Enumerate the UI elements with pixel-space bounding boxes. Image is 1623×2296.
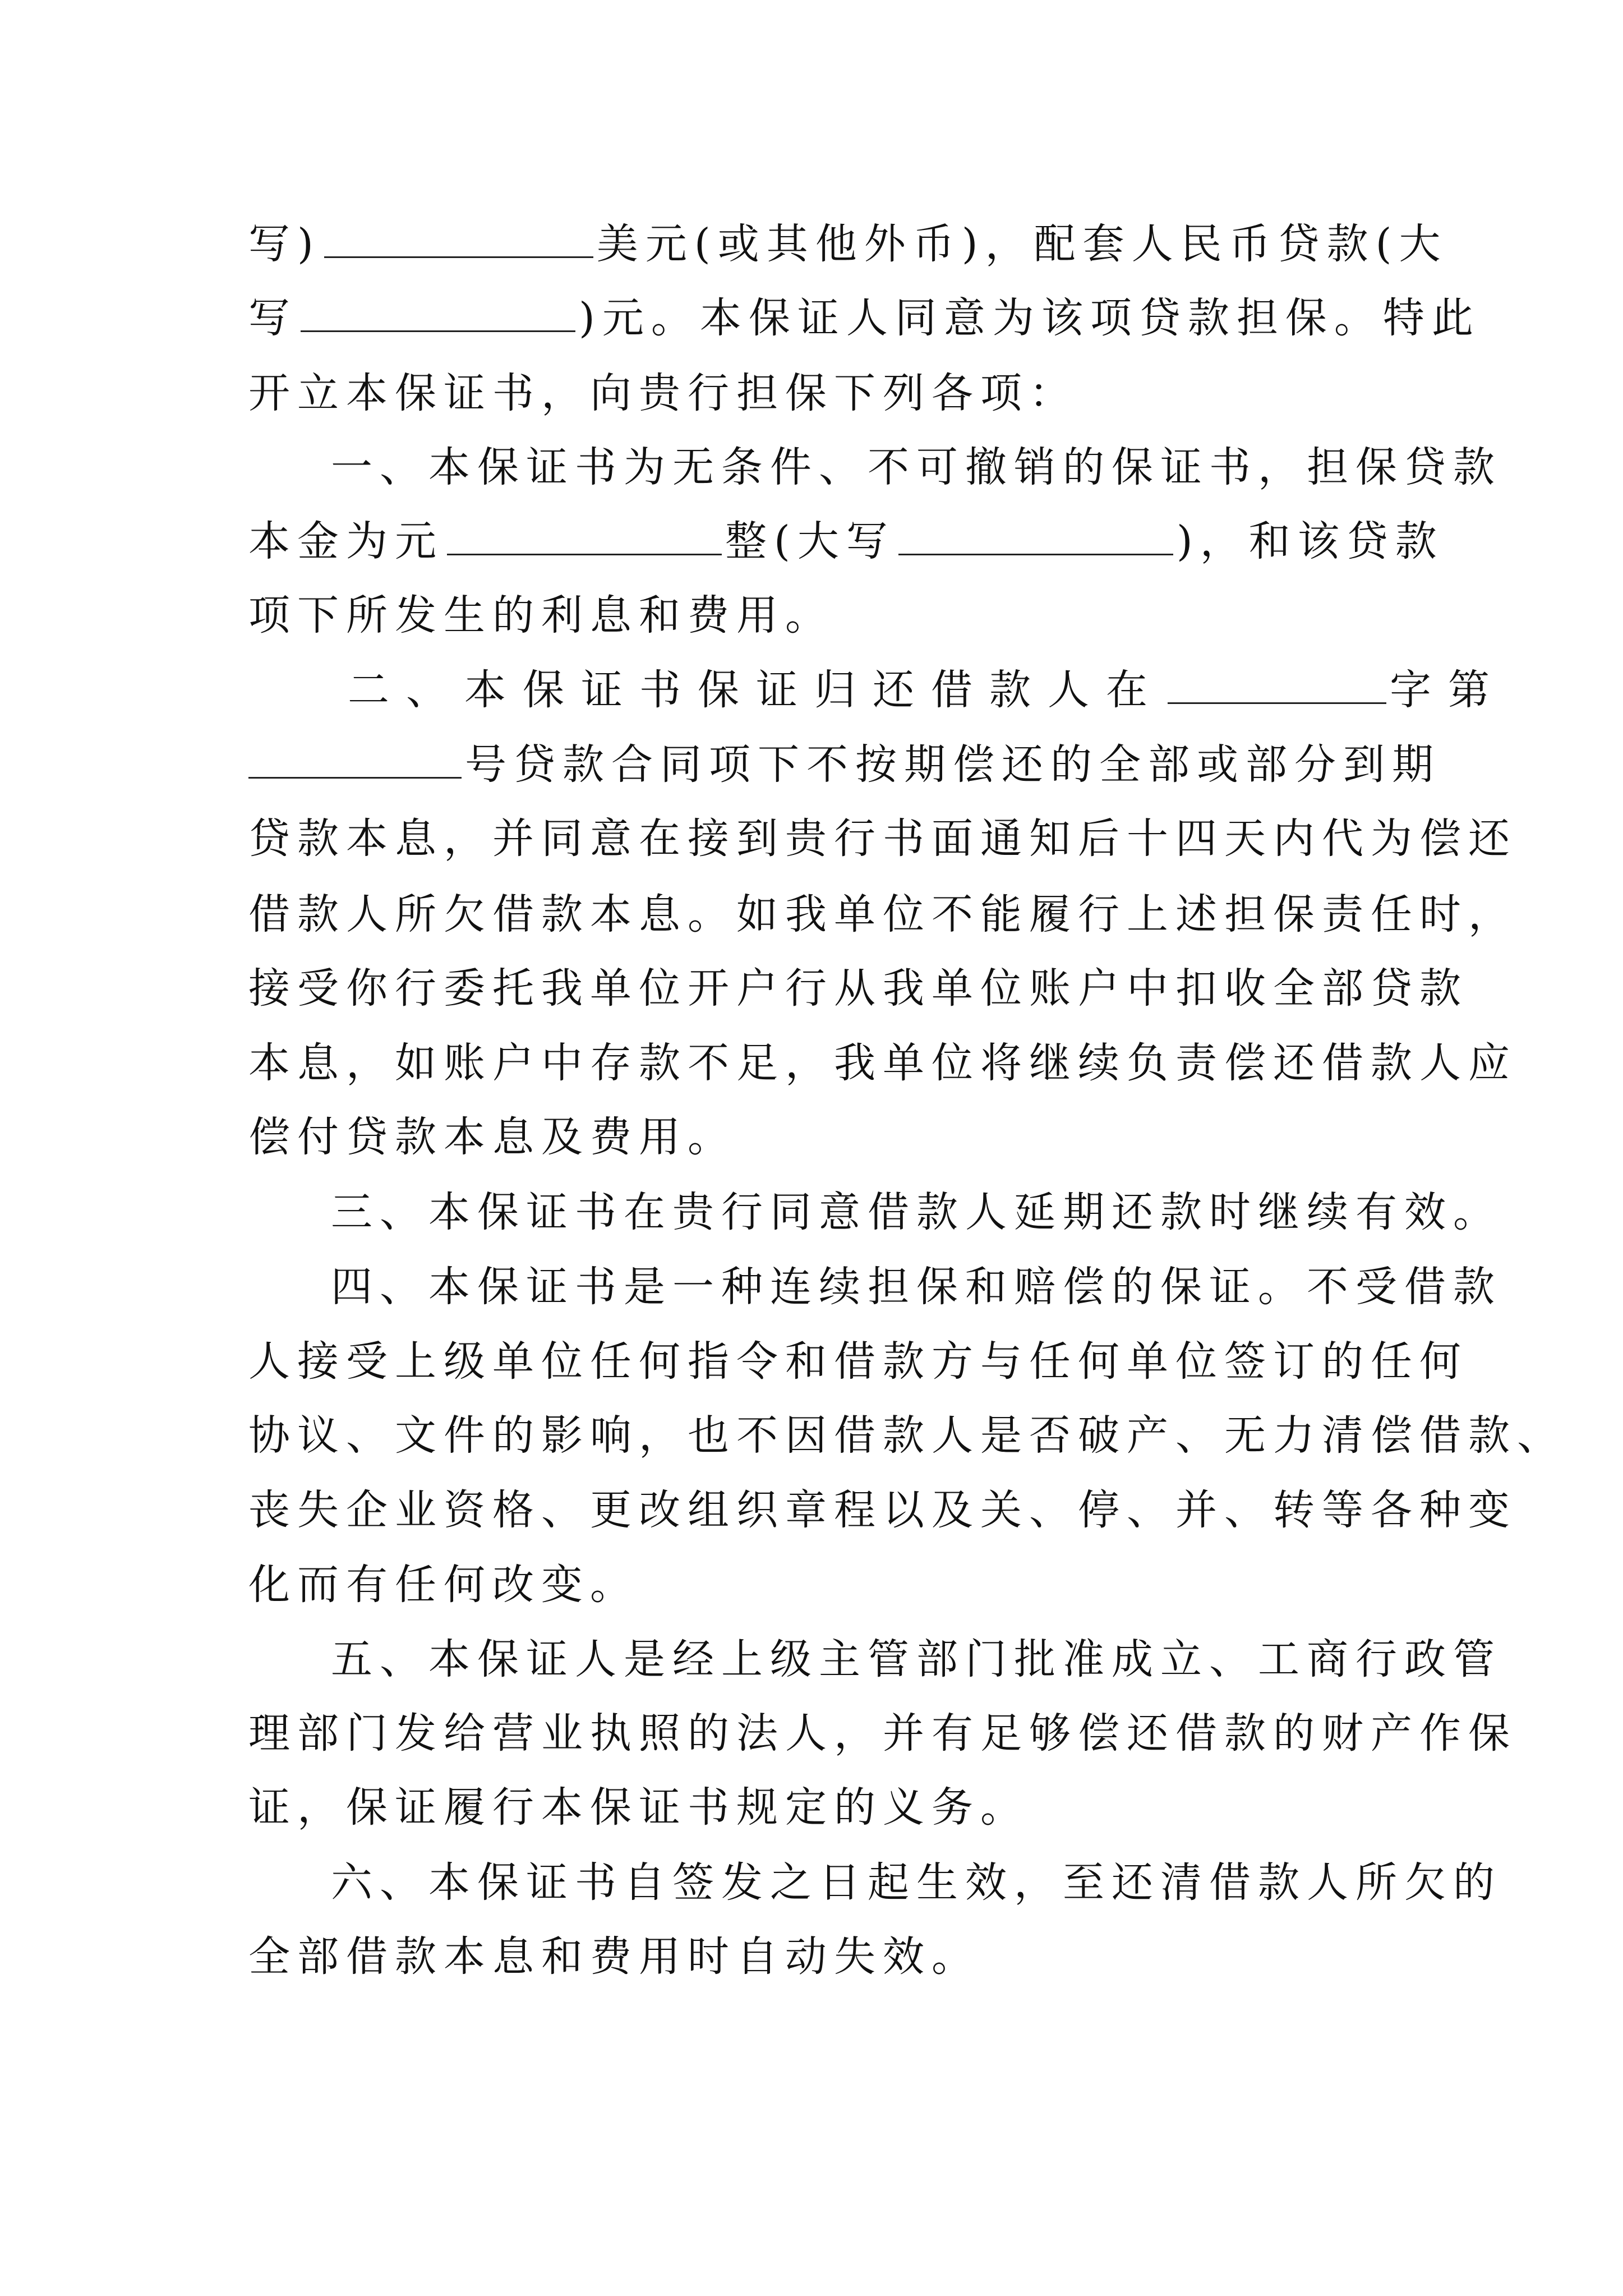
line-segment: 二、本保证书保证归还借款人在 (348, 666, 1164, 714)
text-line: 丧失企业资格、更改组织章程以及关、停、并、转等各种变 (248, 1486, 1517, 1534)
text-line: 证，保证履行本保证书规定的义务。 (248, 1783, 1029, 1832)
paragraph-5-start: 五、本保证人是经上级主管部门批准成立、工商行政管 (331, 1635, 1502, 1683)
text-line: 贷款本息，并同意在接到贵行书面通知后十四天内代为偿还 (248, 815, 1517, 863)
fill-in-blank[interactable] (447, 522, 722, 555)
line-segment: 美元(或其他外币)，配套人民币贷款(大 (596, 220, 1448, 268)
line-segment: 写 (248, 294, 297, 342)
paragraph-6-start: 六、本保证书自签发之日起生效，至还清借款人所欠的 (331, 1858, 1502, 1907)
text-line: 借款人所欠借款本息。如我单位不能履行上述担保责任时， (248, 890, 1517, 938)
line-segment: 本金为元 (248, 517, 444, 565)
text-line: 化而有任何改变。 (248, 1561, 639, 1609)
line-segment: )元。本保证人同意为该项贷款担保。特此 (579, 294, 1481, 342)
text-line (248, 290, 1481, 346)
paragraph-2-start (348, 662, 1506, 718)
line-segment: )，和该贷款 (1176, 517, 1444, 565)
fill-in-blank[interactable] (898, 522, 1173, 555)
text-line (248, 216, 1447, 272)
text-line: 接受你行委托我单位开户行从我单位账户中扣收全部贷款 (248, 964, 1468, 1013)
fill-in-blank[interactable] (301, 299, 575, 332)
text-line: 项下所发生的利息和费用。 (248, 591, 834, 639)
fill-in-blank[interactable] (324, 225, 593, 258)
line-segment: 字第 (1390, 666, 1506, 714)
line-segment: 写) (248, 220, 321, 268)
text-line: 偿付贷款本息及费用。 (248, 1113, 736, 1161)
fill-in-blank[interactable] (1168, 671, 1386, 704)
paragraph-4-start: 四、本保证书是一种连续担保和赔偿的保证。不受借款 (331, 1263, 1502, 1311)
paragraph-3-start: 三、本保证书在贵行同意借款人延期还款时继续有效。 (331, 1188, 1502, 1236)
line-segment: 号贷款合同项下不按期偿还的全部或部分到期 (465, 740, 1441, 789)
text-line: 协议、文件的影响，也不因借款人是否破产、无力清偿借款、 (248, 1411, 1566, 1460)
paragraph-1-start: 一、本保证书为无条件、不可撤销的保证书，担保贷款 (331, 443, 1502, 491)
fill-in-blank[interactable] (248, 746, 462, 779)
text-line: 全部借款本息和费用时自动失效。 (248, 1932, 980, 1981)
text-line (248, 513, 1444, 569)
text-line: 人接受上级单位任何指令和借款方与任何单位签订的任何 (248, 1337, 1468, 1386)
text-line (248, 737, 1441, 793)
text-line: 开立本保证书，向贵行担保下列各项： (248, 369, 1078, 417)
text-line: 本息，如账户中存款不足，我单位将继续负责偿还借款人应 (248, 1039, 1517, 1087)
line-segment: 整(大写 (725, 517, 895, 565)
text-line: 理部门发给营业执照的法人，并有足够偿还借款的财产作保 (248, 1709, 1517, 1757)
